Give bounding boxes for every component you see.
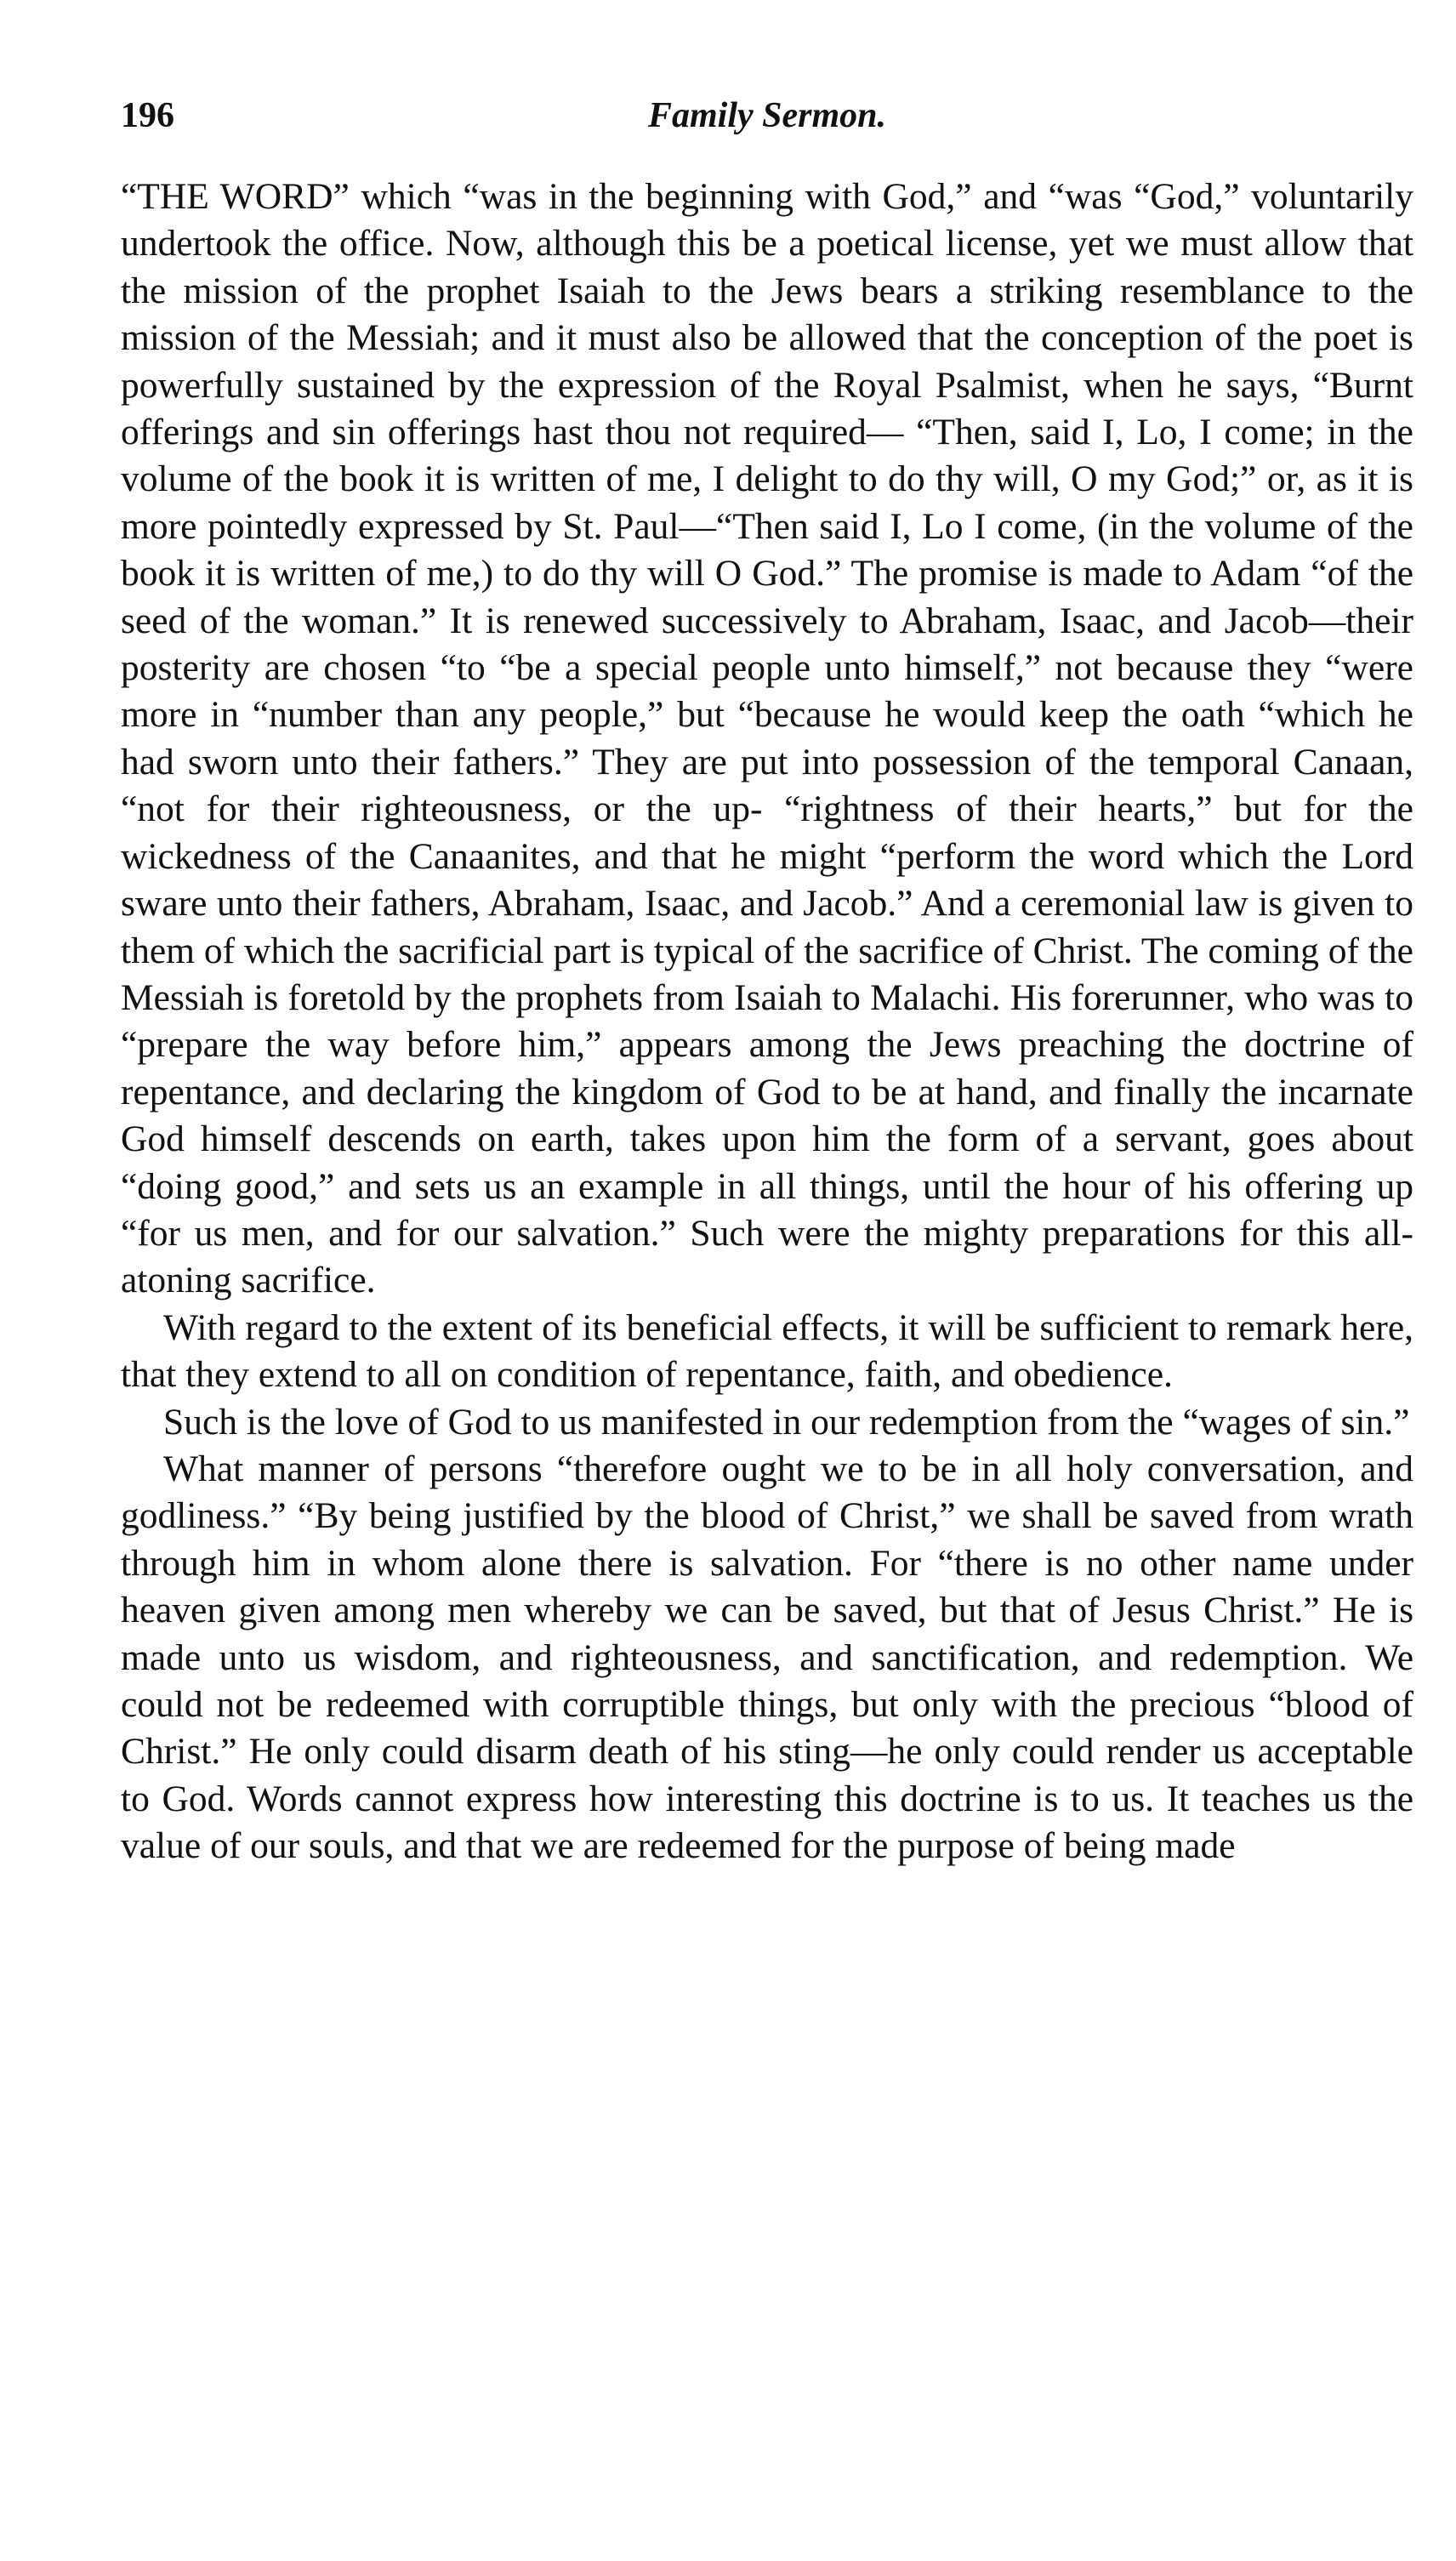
- paragraph: What manner of persons “therefore ought we to be in all holy conversation, and godliness.” “By being justified by the blood of Christ,” we shall be saved from wrath through him in whom alone there is salvation. For “there is no other name under heaven given among men whereby we can be saved, but that of Jesus Christ.” He is made unto us wisdom, and righteousness, and sanctification, and redemption. We could not be redeemed with corruptible things, but only with the precious “blood of Christ.” He only could disarm death of his sting—he only could render us acceptable to God. Words cannot express how interesting this doctrine is to us. It teaches us the value of our souls, and that we are redeemed for the purpose of being made: [121, 1448, 1413, 1867]
- paragraph: Such is the love of God to us manifested in our redemption from the “wages of sin.”: [163, 1401, 1410, 1443]
- paragraph: “THE WORD” which “was in the beginning with God,” and “was “God,” voluntarily undertook the office. Now, although this be a poetical license, yet we must allow that the mission of the prophet Isaiah to the Jews bears a striking resemblance to the mission of the Messiah; and it must also be allowed that the conception of the poet is powerfully sustained by the expression of the Royal Psalmist, when he says, “Burnt offerings and sin offerings hast thou not required— “Then, said I, Lo, I come; in the volume of the book it is written of me, I delight to do thy will, O my God;” or, as it is more pointedly expressed by St. Paul—“Then said I, Lo I come, (in the volume of the book it is written of me,) to do thy will O God.” The promise is made to Adam “of the seed of the woman.” It is renewed successively to Abraham, Isaac, and Jacob—their posterity are chosen “to “be a special people unto himself,” not because they “were more in “number than any people,” but “because he would keep the oath “which he had sworn unto their fathers.” They are put into possession of the temporal Canaan, “not for their righteousness, or the up- “rightness of their hearts,” but for the wickedness of the Canaanites, and that he might “perform the word which the Lord sware unto their fathers, Abraham, Isaac, and Jacob.” And a ceremonial law is given to them of which the sacrificial part is typical of the sacrifice of Christ. The coming of the Messiah is foretold by the prophets from Isaiah to Malachi. His forerunner, who was to “prepare the way before him,” appears among the Jews preaching the doctrine of repentance, and declaring the kingdom of God to be at hand, and finally the incarnate God himself descends on earth, takes upon him the form of a servant, goes about “doing good,” and sets us an example in all things, until the hour of his offering up “for us men, and for our salvation.” Such were the mighty preparations for this all-atoning sacrifice.: [121, 176, 1413, 1301]
- page-number: 196: [121, 96, 174, 135]
- sermon-body: [121, 174, 1413, 1870]
- page: [121, 95, 1413, 1870]
- paragraph: With regard to the extent of its beneficial effects, it will be sufficient to remark here, that they extend to all on condition of repentance, faith, and obedience.: [121, 1306, 1413, 1396]
- page-header: [121, 95, 1413, 145]
- running-title: Family Sermon.: [647, 96, 887, 135]
